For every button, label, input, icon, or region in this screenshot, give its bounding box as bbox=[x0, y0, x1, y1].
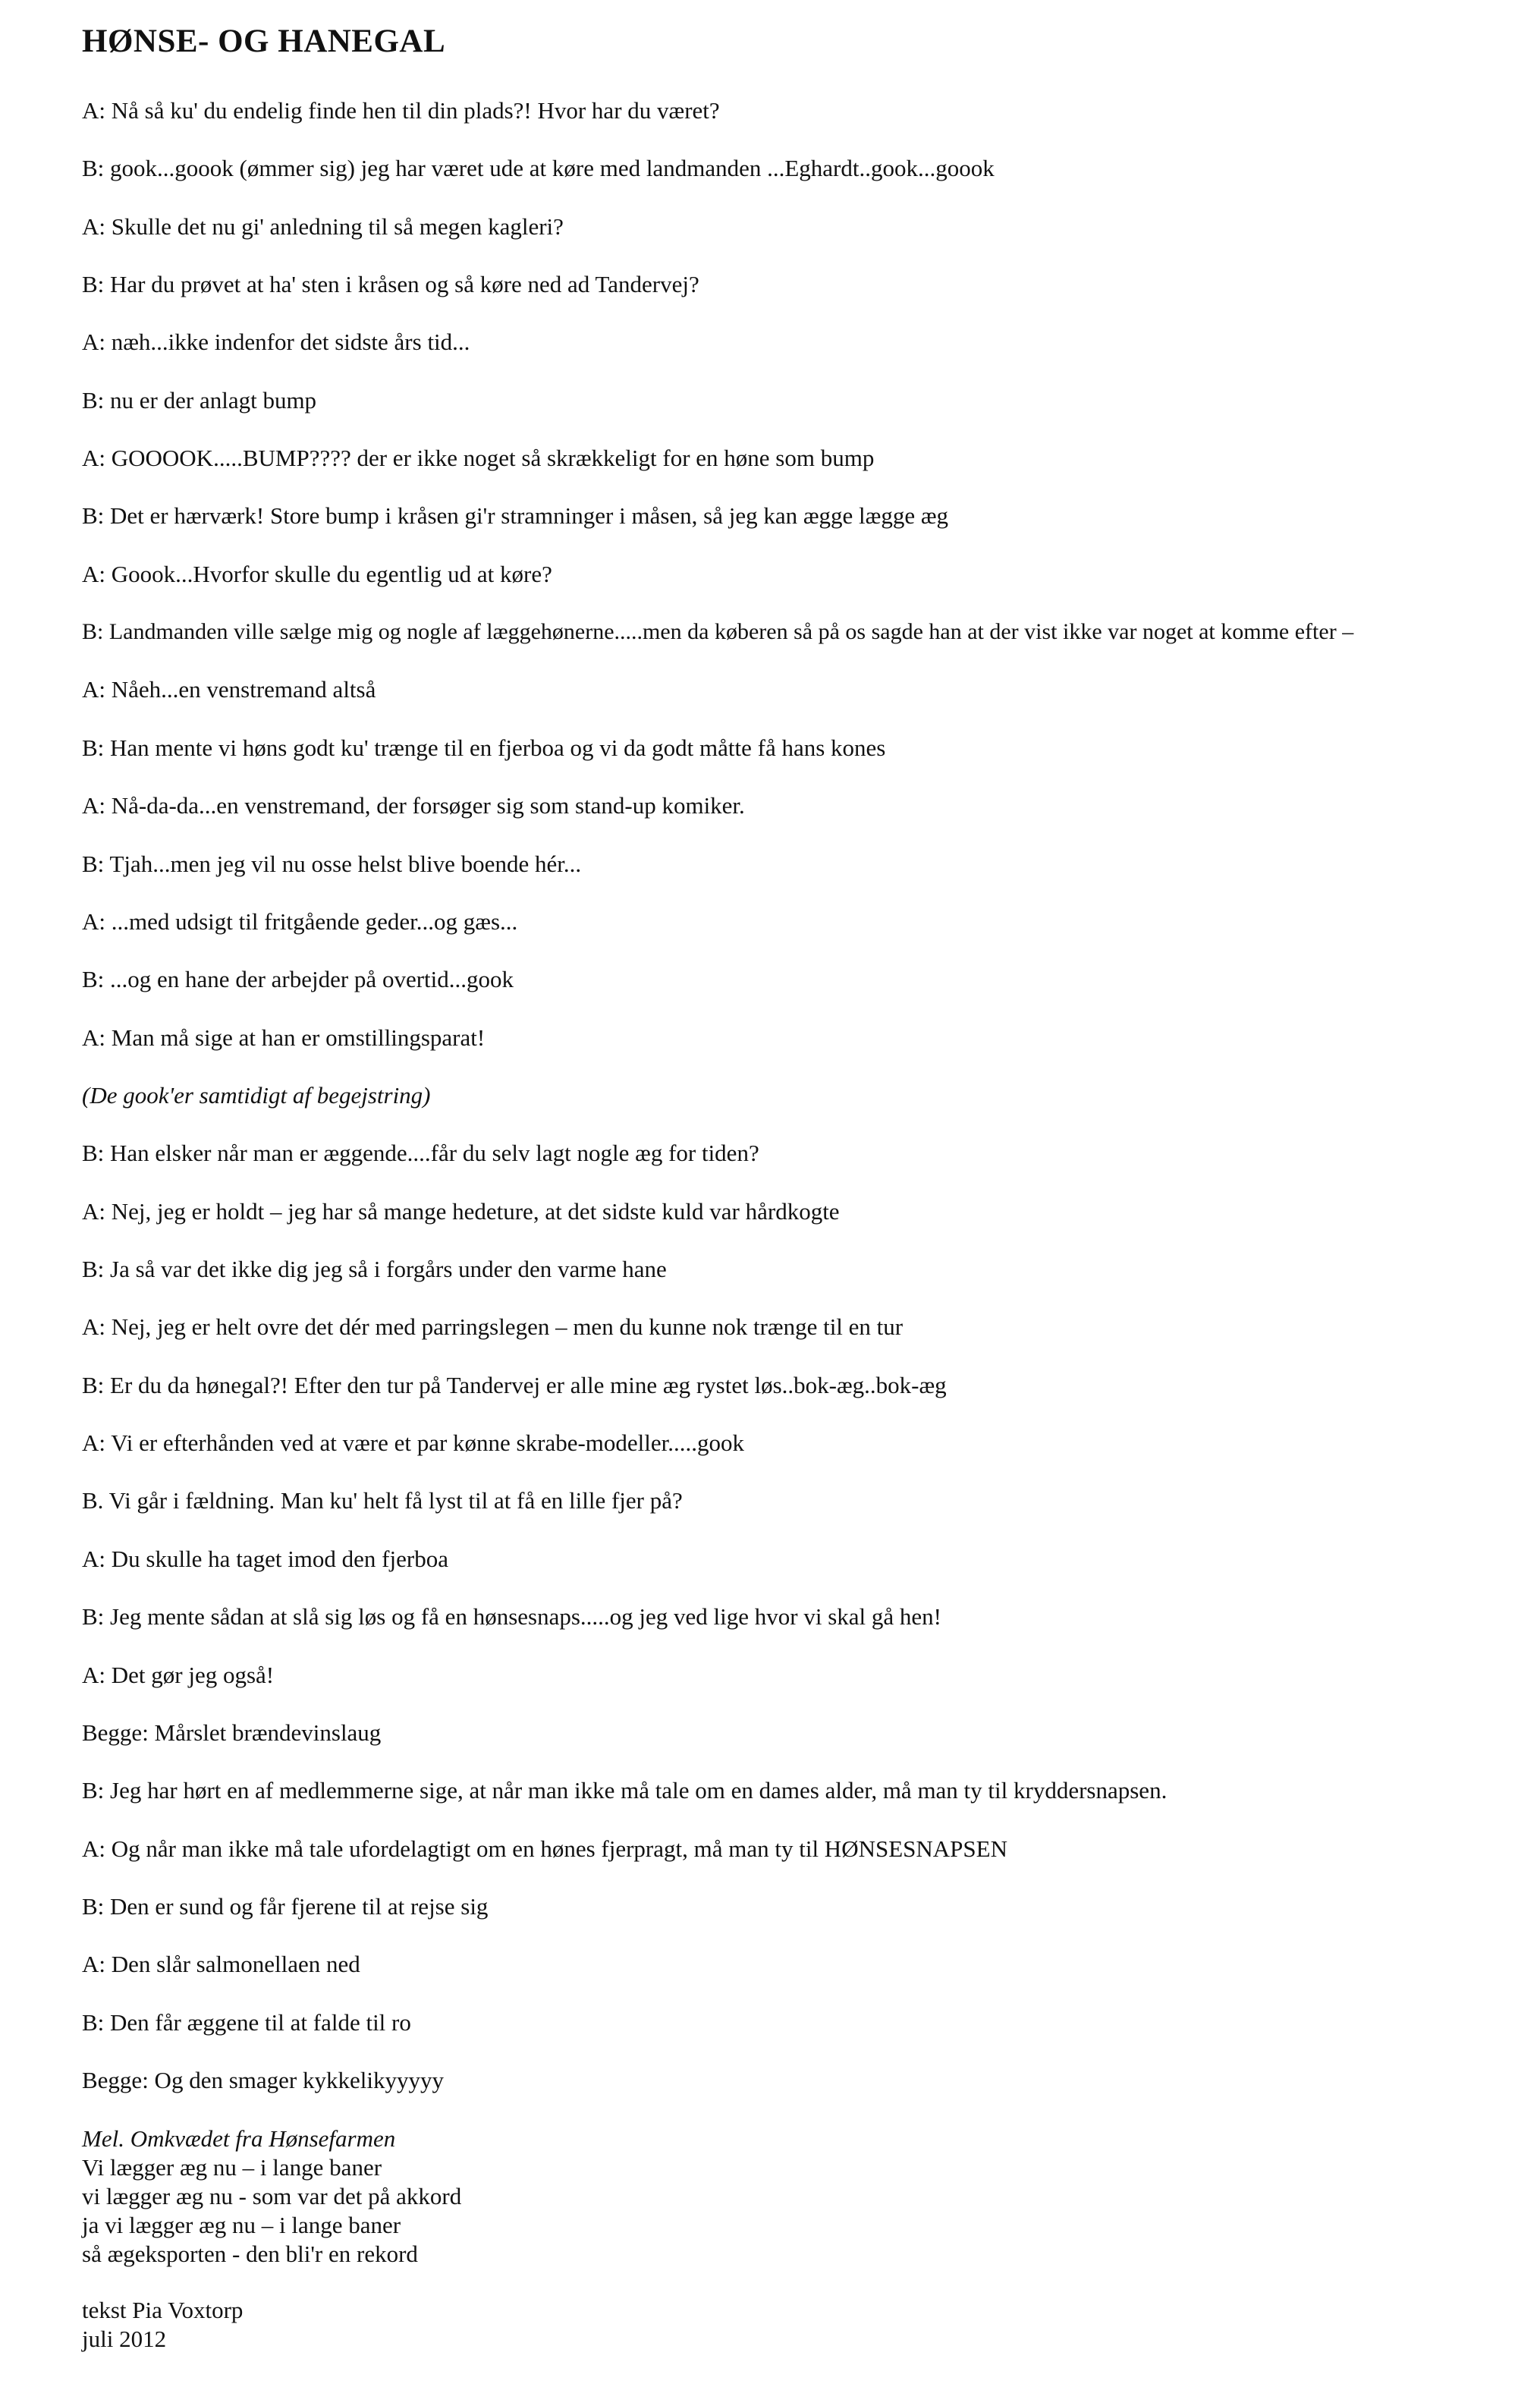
dialogue-line: B: nu er der anlagt bump bbox=[82, 387, 317, 414]
dialogue-line: A: Nå-da-da...en venstremand, der forsøger sig som stand-up komiker. bbox=[82, 792, 745, 819]
dialogue-line: B: Jeg har hørt en af medlemmerne sige, at når man ikke må tale om en dames alder, må man ty til kryddersnapsen. bbox=[82, 1777, 1168, 1804]
dialogue-line: B: Det er hærværk! Store bump i kråsen gi'r stramninger i måsen, så jeg kan ægge lægge æg bbox=[82, 502, 949, 529]
dialogue-line: B: Er du da hønegal?! Efter den tur på Tandervej er alle mine æg rystet løs..bok-æg..bok-æg bbox=[82, 1372, 947, 1398]
dialogue-line: A: Du skulle ha taget imod den fjerboa bbox=[82, 1546, 448, 1572]
melody-note: Mel. Omkvædet fra Hønsefarmen bbox=[82, 2125, 396, 2152]
song-verse-line: vi lægger æg nu - som var det på akkord bbox=[82, 2183, 462, 2209]
stage-direction: (De gook'er samtidigt af begejstring) bbox=[82, 1082, 431, 1109]
song-verse-line: Vi lægger æg nu – i lange baner bbox=[82, 2154, 382, 2181]
dialogue-line: Begge: Og den smager kykkelikyyyyy bbox=[82, 2067, 444, 2093]
song-verse-line: ja vi lægger æg nu – i lange baner bbox=[82, 2212, 401, 2238]
dialogue-line: A: Vi er efterhånden ved at være et par kønne skrabe-modeller.....gook bbox=[82, 1429, 745, 1456]
dialogue-line: B: ...og en hane der arbejder på overtid...gook bbox=[82, 966, 514, 992]
dialogue-line: A: Nej, jeg er holdt – jeg har så mange hedeture, at det sidste kuld var hårdkogte bbox=[82, 1198, 840, 1225]
dialogue-line: A: GOOOOK.....BUMP???? der er ikke noget så skrækkeligt for en høne som bump bbox=[82, 445, 875, 471]
dialogue-line: A: Og når man ikke må tale ufordelagtigt om en hønes fjerpragt, må man ty til HØNSESNAPSEN bbox=[82, 1835, 1007, 1862]
document-title: HØNSE- OG HANEGAL bbox=[82, 24, 446, 59]
dialogue-line: A: Det gør jeg også! bbox=[82, 1662, 275, 1688]
dialogue-line: A: Goook...Hvorfor skulle du egentlig ud at køre? bbox=[82, 561, 552, 587]
dialogue-line: B: Ja så var det ikke dig jeg så i forgårs under den varme hane bbox=[82, 1256, 667, 1282]
date-credit: juli 2012 bbox=[82, 2326, 167, 2352]
dialogue-line: Begge: Mårslet brændevinslaug bbox=[82, 1719, 382, 1746]
dialogue-line: B: Jeg mente sådan at slå sig løs og få en hønsesnaps.....og jeg ved lige hvor vi skal gå hen! bbox=[82, 1603, 941, 1630]
dialogue-line: A: Skulle det nu gi' anledning til så megen kagleri? bbox=[82, 213, 564, 240]
author-credit: tekst Pia Voxtorp bbox=[82, 2297, 244, 2323]
dialogue-line: B: Tjah...men jeg vil nu osse helst blive boende hér... bbox=[82, 851, 582, 877]
dialogue-line: A: Nå så ku' du endelig finde hen til din plads?! Hvor har du været? bbox=[82, 97, 720, 124]
dialogue-line: B: Har du prøvet at ha' sten i kråsen og så køre ned ad Tandervej? bbox=[82, 271, 699, 297]
dialogue-line: B. Vi går i fældning. Man ku' helt få lyst til at få en lille fjer på? bbox=[82, 1487, 683, 1514]
dialogue-line: B: Han elsker når man er æggende....får du selv lagt nogle æg for tiden? bbox=[82, 1140, 759, 1166]
dialogue-line: A: næh...ikke indenfor det sidste års tid... bbox=[82, 329, 470, 355]
dialogue-line: B: Han mente vi høns godt ku' trænge til en fjerboa og vi da godt måtte få hans kones bbox=[82, 734, 886, 761]
dialogue-line: A: ...med udsigt til fritgående geder...og gæs... bbox=[82, 908, 518, 935]
dialogue-line: A: Nej, jeg er helt ovre det dér med parringslegen – men du kunne nok trænge til en tur bbox=[82, 1313, 904, 1340]
dialogue-line: B: gook...goook (ømmer sig) jeg har været ude at køre med landmanden ...Eghardt..gook...goook bbox=[82, 155, 995, 181]
dialogue-line: B: Den er sund og får fjerene til at rejse sig bbox=[82, 1893, 489, 1920]
dialogue-line: A: Den slår salmonellaen ned bbox=[82, 1951, 360, 1977]
dialogue-line: A: Nåeh...en venstremand altså bbox=[82, 676, 376, 703]
song-verse-line: så ægeksporten - den bli'r en rekord bbox=[82, 2241, 418, 2267]
dialogue-line: A: Man må sige at han er omstillingsparat! bbox=[82, 1024, 486, 1051]
dialogue-line: B: Landmanden ville sælge mig og nogle af læggehønerne.....men da køberen så på os sagde han at der vist ikke var noget at komme efter – bbox=[82, 619, 1354, 644]
dialogue-line: B: Den får æggene til at falde til ro bbox=[82, 2009, 411, 2036]
